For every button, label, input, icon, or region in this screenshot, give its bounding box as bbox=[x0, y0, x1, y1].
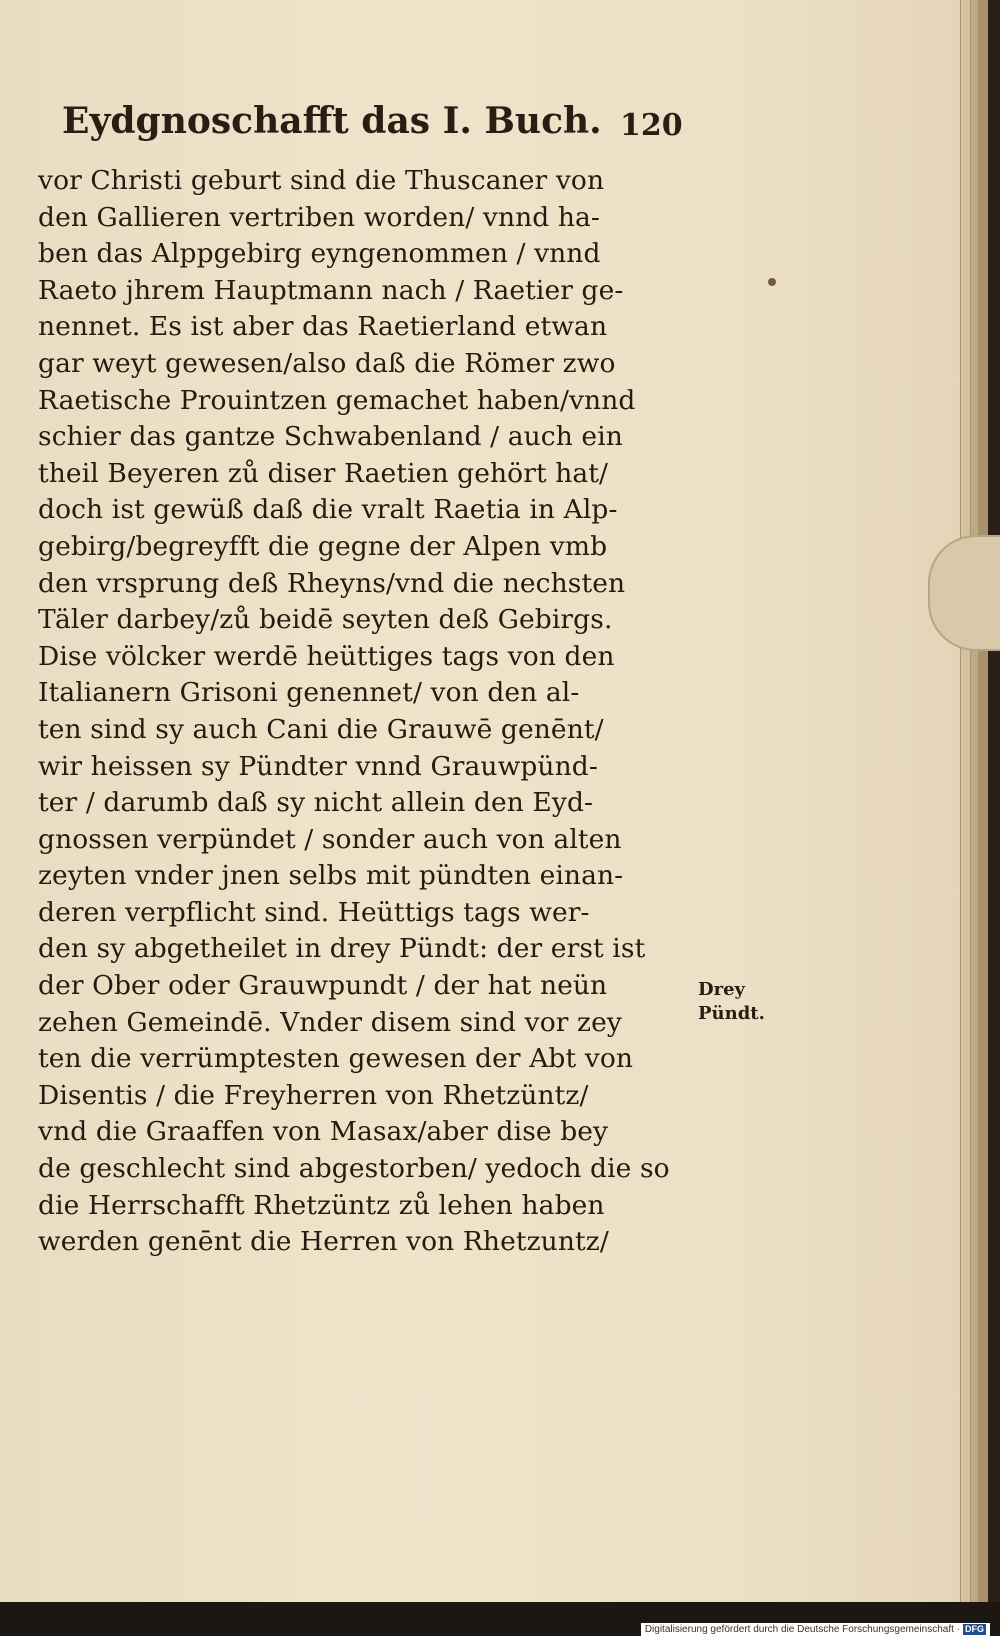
text-line: vor Christi geburt sind die Thuscaner von bbox=[38, 165, 605, 196]
text-line: vnd die Graaffen von Masax/aber dise bey bbox=[38, 1116, 609, 1148]
text-line: den Gallieren vertriben worden/ vnnd ha- bbox=[38, 201, 600, 233]
text-line: ten sind sy auch Cani die Grauwē genēnt/ bbox=[38, 713, 604, 745]
text-line: gebirg/begreyfft die gegne der Alpen vmb bbox=[38, 530, 608, 562]
text-line: Italianern Grisoni genennet/ von den al- bbox=[38, 677, 580, 709]
text-line: Raetische Prouintzen gemachet haben/vnnd bbox=[38, 384, 636, 416]
book-cover-edge bbox=[988, 0, 1000, 1602]
text-line: den sy abgetheilet in drey Pündt: der erst ist bbox=[38, 933, 646, 965]
text-line: wir heissen sy Pündter vnnd Grauwpünd- bbox=[38, 750, 598, 782]
text-line: den vrsprung deß Rheyns/vnd die nechsten bbox=[38, 567, 626, 599]
text-line: gar weyt gewesen/also daß die Römer zwo bbox=[38, 347, 616, 379]
running-title: Eydgnoschafft das I. Buch. bbox=[62, 100, 602, 142]
page-number: 120 bbox=[620, 108, 683, 143]
text-line: Dise völcker werdē heüttiges tags von den bbox=[38, 640, 615, 672]
text-line: de geschlecht sind abgestorben/ yedoch die so bbox=[38, 1153, 670, 1185]
text-line: ben das Alppgebirg eyngenommen / vnnd bbox=[38, 238, 601, 270]
margin-note-line-2: Pündt. bbox=[698, 1003, 765, 1024]
text-line: ter / darumb daß sy nicht allein den Eyd- bbox=[38, 787, 594, 819]
body-text bbox=[38, 163, 718, 1261]
text-line: zeyten vnder jnen selbs mit pündten einan- bbox=[38, 860, 624, 892]
text-line: deren verpflicht sind. Heüttigs tags wer- bbox=[38, 896, 590, 928]
text-line: Disentis / die Freyherren von Rhetzüntz/ bbox=[38, 1079, 589, 1111]
margin-note bbox=[698, 978, 765, 1026]
margin-note-line-1: Drey bbox=[698, 979, 746, 1000]
text-line: werden genēnt die Herren von Rhetzuntz/ bbox=[38, 1226, 609, 1258]
text-line: ten die verrümptesten gewesen der Abt von bbox=[38, 1043, 634, 1075]
credit-text: Digitalisierung gefördert durch die Deutsche Forschungsgemeinschaft · bbox=[644, 1624, 960, 1635]
text-line: doch ist gewüß daß die vralt Raetia in Alp- bbox=[38, 494, 618, 526]
text-line: Raeto jhrem Hauptmann nach / Raetier ge- bbox=[38, 274, 624, 306]
text-line: die Herrschafft Rhetzüntz zů lehen haben bbox=[38, 1189, 605, 1221]
text-line: nennet. Es ist aber das Raetierland etwan bbox=[38, 311, 608, 343]
text-line: theil Beyeren zů diser Raetien gehört hat/ bbox=[38, 457, 609, 489]
funding-credit bbox=[641, 1623, 990, 1636]
text-line: zehen Gemeindē. Vnder disem sind vor zey bbox=[38, 1006, 622, 1038]
text-line: Täler darbey/zů beidē seyten deß Gebirgs. bbox=[38, 604, 613, 636]
text-line: der Ober oder Grauwpundt / der hat neün bbox=[38, 970, 608, 1002]
ink-spot bbox=[768, 278, 776, 286]
dfg-logo: DFG bbox=[965, 1624, 984, 1634]
thumb-index-tab bbox=[928, 535, 1000, 651]
text-line: schier das gantze Schwabenland / auch ein bbox=[38, 421, 623, 453]
text-line: gnossen verpündet / sonder auch von alten bbox=[38, 823, 622, 855]
